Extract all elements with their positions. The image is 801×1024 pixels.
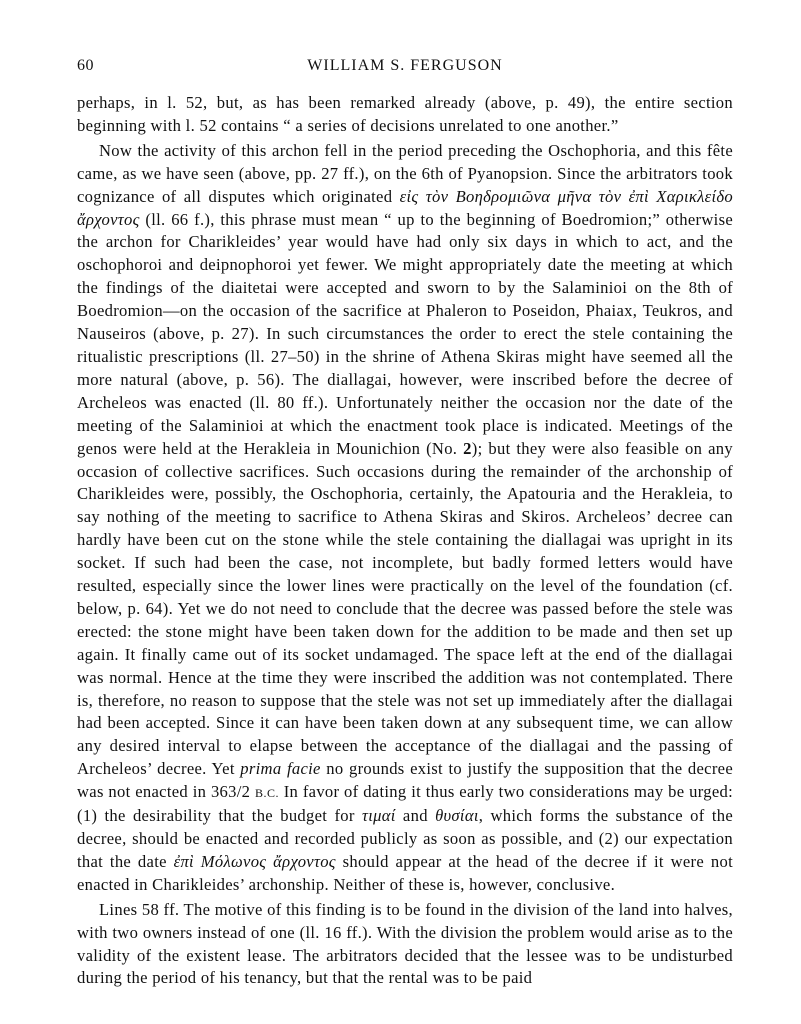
greek-text: ἐπὶ Μόλωνος ἄρχοντος xyxy=(173,851,336,871)
text-run: ); but they were also feasible on any occasion of collective sacrifices. Such occasions during the remainder of the archonship of Charikleides were, possibly, the Oschophoria, certainly, the Apatouria and the Herakleia, to say nothing of the meeting to sacrifice to Athena Skiras and Skiros. Archeleos’ decree can hardly have been cut on the stone while the stele containing the diallagai was upright in its socket. If such had been the case, not incomplete, but badly formed letters would have resulted, especially since the lower lines were practically on the level of the foundation (cf. below, p. 64). Yet we do not need to conclude that the decree was passed before the stele was erected: the stone might have been taken down for the addition to be made and then set up again. It finally came out of its socket undamaged. The space left at the end of the diallagai was normal. Hence at the time they were inscribed the addition was not contemplated. There is, therefore, no reason to suppose that the stele was not set up immediately after the diallagai had been accepted. Since it can have been taken down at any subsequent time, we can allow any desired interval to elapse between the acceptance of the diallagai and the passing of Archeleos’ decree. Yet xyxy=(77,438,733,779)
text-run: In favor of dating it thus early two considerations may be urged: (1) the desirability that the budget for xyxy=(77,782,734,826)
latin-text: prima facie xyxy=(240,759,321,779)
bold-text: 2 xyxy=(463,438,472,458)
sc-text: B.C. xyxy=(254,786,279,801)
text-run: , which forms the substance of the decree, should be enacted and recorded publicly as soon as possible, and (2) our expectation that the date xyxy=(77,806,734,871)
page-number: 60 xyxy=(77,57,94,74)
greek-text: θυσίαι xyxy=(435,806,479,826)
greek-text: εἰς τὸν Βοηδρομιῶνα μῆνα τὸν ἐπὶ Χαρικλείδο ἄρχοντος xyxy=(77,186,734,229)
text-run: should appear at the head of the decree if it were not enacted in Charikleides’ archonship. Neither of these is, however, conclusive. xyxy=(77,851,733,894)
page-header xyxy=(77,57,733,81)
text-run: Lines 58 ff. The motive of this finding is to be found in the division of the land into halves, with two owners instead of one (ll. 16 ff.). With the division the problem would arise as to the validity of the existent lease. The arbitrators decided that the lessee was to be undisturbed during the period of his tenancy, but that the rental was to be paid xyxy=(77,899,733,988)
paragraph xyxy=(77,92,733,138)
running-head: WILLIAM S. FERGUSON xyxy=(307,57,503,74)
text-run: perhaps, in l. 52, but, as has been remarked already (above, p. 49), the entire section beginning with l. 52 contains “ a series of decisions unrelated to one another.” xyxy=(77,93,733,135)
text-run: Now the activity of this archon fell in the period preceding the Oschophoria, and this fête came, as we have seen (above, pp. 27 ff.), on the 6th of Pyanopsion. Since the arbitrators took cognizance of all disputes which originated xyxy=(77,140,733,206)
paragraph xyxy=(77,140,733,897)
greek-text: τιμαί xyxy=(361,806,396,826)
text-run: (ll. 66 f.), this phrase must mean “ up to the beginning of Boedromion;” otherwise the archon for Charikleides’ year would have had only six days in which to act, and the oschophoroi and deipnophoroi yet fewer. We might appropriately date the meeting at which the findings of the diaitetai were accepted and sworn to by the Salaminioi on the 8th of Boedromion—on the occasion of the sacrifice at Phaleron to Poseidon, Phaiax, Teukros, and Nauseiros (above, p. 27). In such circumstances the order to erect the stele containing the ritualistic prescriptions (ll. 27–50) in the shrine of Athena Skiras might have seemed all the more natural (above, p. 56). The diallagai, however, were inscribed before the decree of Archeleos was enacted (ll. 80 ff.). Unfortunately neither the occasion nor the date of the meeting of the Salaminioi at which the enactment took place is indicated. Meetings of the genos were held at the Herakleia in Mounichion (No. xyxy=(77,209,733,458)
paragraph xyxy=(77,899,733,991)
text-run: and xyxy=(395,806,436,826)
body-text xyxy=(77,92,733,990)
text-run: no grounds exist to justify the supposition that the decree was not enacted in 363/2 xyxy=(77,759,733,802)
